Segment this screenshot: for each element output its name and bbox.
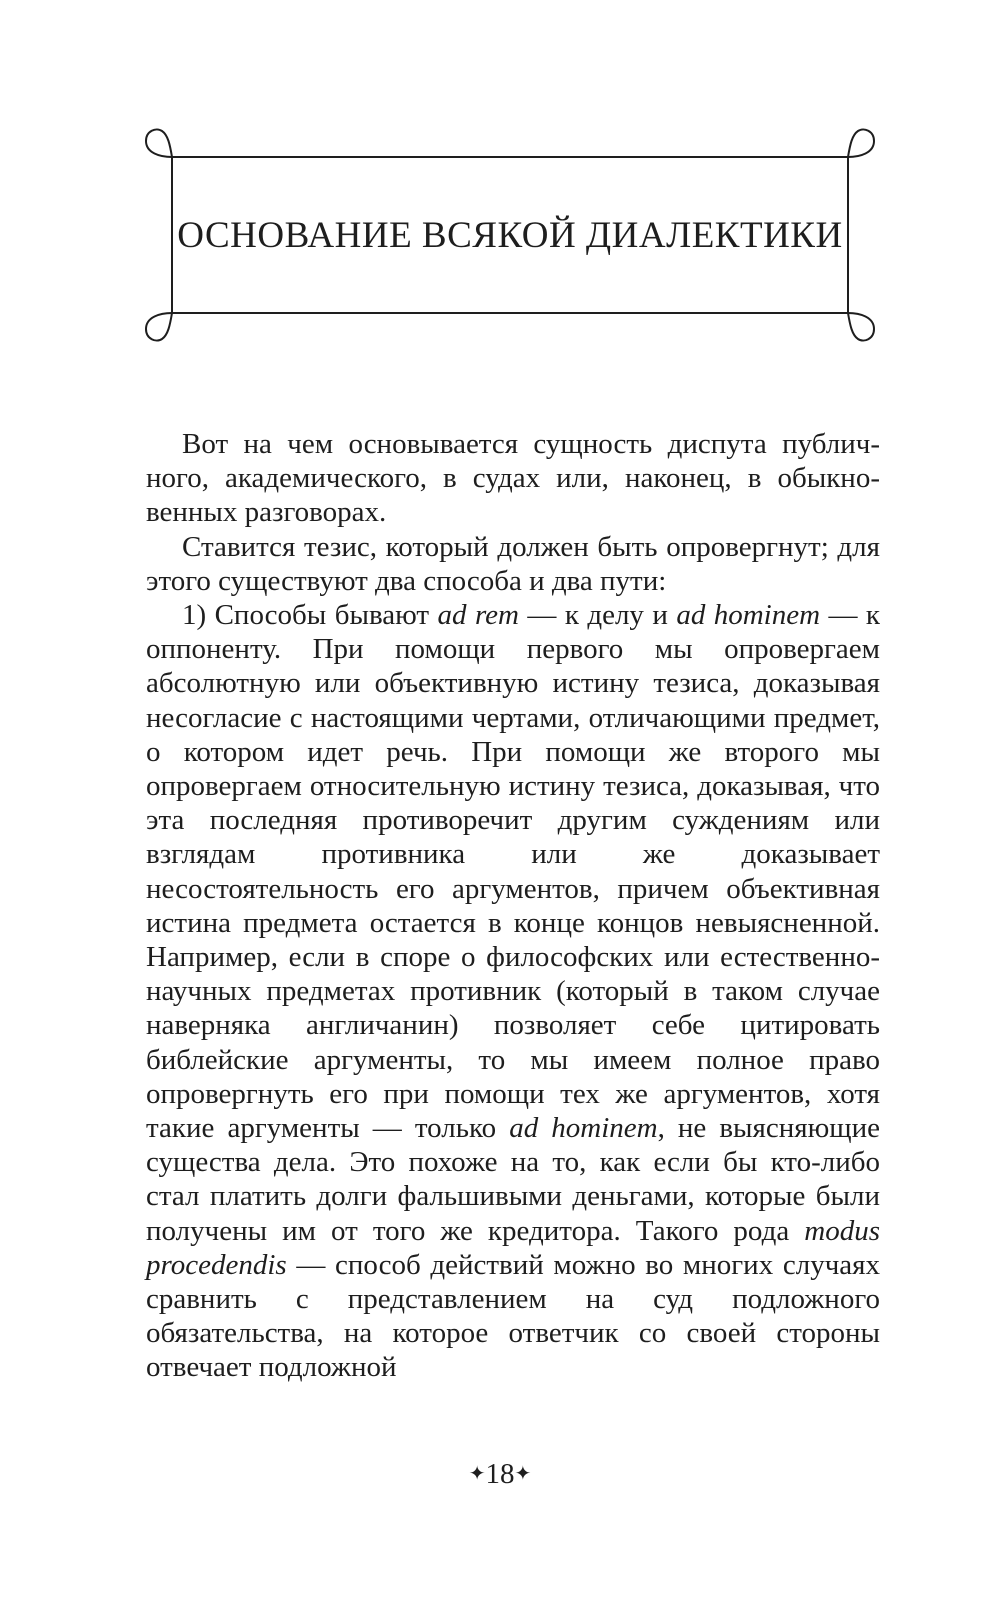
latin-term-modus-procedendis: modus procedendis xyxy=(146,1214,880,1281)
latin-term-ad-hominem-2: ad hominem xyxy=(509,1112,658,1145)
text-span: , не выясняющие существа дела. Это похоже на то, как если бы кто-либо стал платить долги фальшивыми деньгами, которые были получены им от того же кредитора. Такого рода xyxy=(146,1112,880,1247)
text-span: — способ действий можно во многих случаях сравнить с представлением на суд подложного обязательства, на которое ответчик со своей стороны отвечает подложной xyxy=(146,1248,880,1384)
page-number-value: 18 xyxy=(485,1458,515,1490)
star-ornament-icon: ✦ xyxy=(468,1463,486,1485)
chapter-title: ОСНОВАНИЕ ВСЯКОЙ ДИАЛЕКТИКИ xyxy=(177,214,843,256)
latin-term-ad-rem: ad rem xyxy=(437,599,519,632)
star-ornament-icon: ✦ xyxy=(514,1463,532,1485)
page-number xyxy=(0,1458,1000,1491)
text-span: — к делу и xyxy=(518,599,677,632)
paragraph-2: Ставится тезис, который должен быть опровергнут; для этого существуют два способа и два пути: xyxy=(146,530,880,597)
latin-term-ad-hominem: ad hominem xyxy=(676,599,821,632)
paragraph-1: Вот на чем основывается сущность диспута публичного, академического, в судах или, наконец, в обыкновенных разговорах. xyxy=(146,428,880,529)
body-text xyxy=(146,427,880,1385)
text-span: — к оппоненту. При помощи первого мы опровергаем абсолютную или объективную истину тезиса, доказывая несогласие с настоящими чертами, отличающими предмет, о котором идет речь. При помощи же второго мы опровергаем относительную истину тезиса, доказывая, что эта последняя противоречит другим суждениям или взглядам противника или же доказывает несостоятельность его аргументов, причем объективная истина предмета остается в конце концов невыясненной. Например, если в споре о философских или естественно-научных предметах противник (который в таком случае наверняка англичанин) позволяет себе цитировать библейские аргументы, то мы имеем полное право опровергнуть его при помощи тех же аргументов, хотя такие аргументы — только xyxy=(146,599,881,1145)
chapter-title-frame xyxy=(140,125,880,345)
paragraph-3 xyxy=(146,598,880,1385)
text-span: 1) Способы бывают xyxy=(182,599,438,632)
